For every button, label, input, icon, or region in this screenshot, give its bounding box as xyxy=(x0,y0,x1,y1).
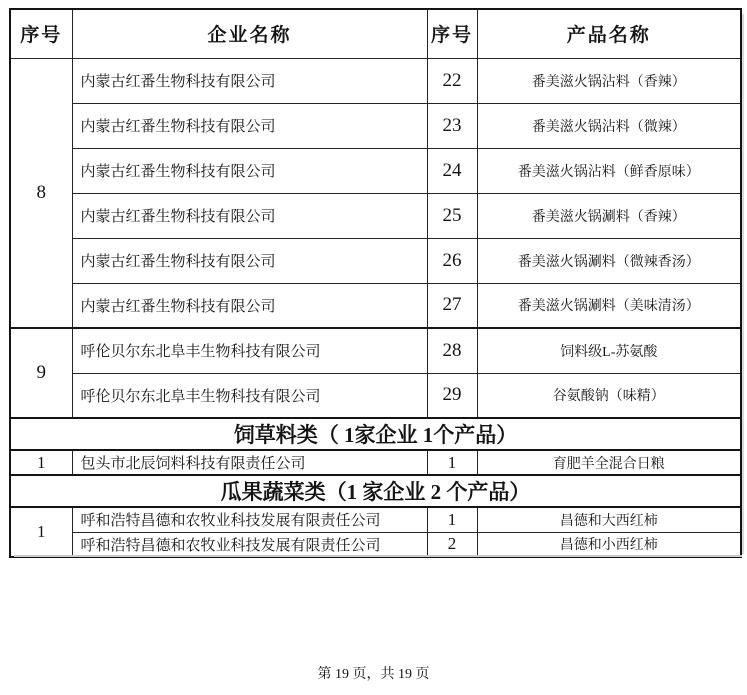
product-number-cell: 23 xyxy=(427,103,477,148)
company-cell: 呼伦贝尔东北阜丰生物科技有限公司 xyxy=(72,373,427,418)
company-cell: 呼和浩特昌德和农牧业科技发展有限责任公司 xyxy=(72,507,427,532)
table-row xyxy=(10,238,741,283)
table-row xyxy=(10,193,741,238)
company-cell: 呼伦贝尔东北阜丰生物科技有限公司 xyxy=(72,328,427,373)
product-number-cell: 1 xyxy=(427,450,477,475)
company-cell: 内蒙古红番生物科技有限公司 xyxy=(72,148,427,193)
table-row xyxy=(10,328,741,373)
company-product-table xyxy=(9,8,742,558)
product-cell: 昌德和小西红柿 xyxy=(477,532,741,557)
scan-shadow-right xyxy=(742,14,744,554)
company-cell: 内蒙古红番生物科技有限公司 xyxy=(72,58,427,103)
product-cell: 番美滋火锅沾料（香辣） xyxy=(477,58,741,103)
company-cell: 内蒙古红番生物科技有限公司 xyxy=(72,193,427,238)
header-serial-number: 序号 xyxy=(10,9,72,58)
product-cell: 番美滋火锅沾料（微辣） xyxy=(477,103,741,148)
product-number-cell: 28 xyxy=(427,328,477,373)
product-cell: 育肥羊全混合日粮 xyxy=(477,450,741,475)
product-cell: 番美滋火锅涮料（美味清汤） xyxy=(477,283,741,328)
product-number-cell: 29 xyxy=(427,373,477,418)
header-product-serial-number: 序号 xyxy=(427,9,477,58)
product-cell: 谷氨酸钠（味精） xyxy=(477,373,741,418)
group-number-cell: 1 xyxy=(10,450,72,475)
product-cell: 番美滋火锅沾料（鲜香原味） xyxy=(477,148,741,193)
header-product-name: 产品名称 xyxy=(477,9,741,58)
table-row xyxy=(10,373,741,418)
group-number-cell: 8 xyxy=(10,58,72,328)
product-number-cell: 27 xyxy=(427,283,477,328)
table-row xyxy=(10,507,741,532)
product-number-cell: 1 xyxy=(427,507,477,532)
section-header-row xyxy=(10,475,741,507)
section-header-row xyxy=(10,418,741,450)
scan-shadow-bottom xyxy=(14,555,742,557)
header-company-name: 企业名称 xyxy=(72,9,427,58)
table-row xyxy=(10,58,741,103)
product-cell: 番美滋火锅涮料（香辣） xyxy=(477,193,741,238)
table-header-row xyxy=(10,9,741,58)
company-cell: 包头市北辰饲料科技有限责任公司 xyxy=(72,450,427,475)
product-cell: 番美滋火锅涮料（微辣香汤） xyxy=(477,238,741,283)
product-number-cell: 22 xyxy=(427,58,477,103)
page-number-footer: 第 19 页，共 19 页 xyxy=(317,667,430,682)
table-row xyxy=(10,283,741,328)
table-row xyxy=(10,148,741,193)
product-cell: 饲料级L-苏氨酸 xyxy=(477,328,741,373)
product-cell: 昌德和大西红柿 xyxy=(477,507,741,532)
group-number-cell: 1 xyxy=(10,507,72,557)
group-number-cell: 9 xyxy=(10,328,72,418)
product-number-cell: 24 xyxy=(427,148,477,193)
section-title-forage: 饲草料类（ 1家企业 1个产品） xyxy=(10,418,741,450)
company-cell: 呼和浩特昌德和农牧业科技发展有限责任公司 xyxy=(72,532,427,557)
company-cell: 内蒙古红番生物科技有限公司 xyxy=(72,238,427,283)
product-number-cell: 26 xyxy=(427,238,477,283)
company-cell: 内蒙古红番生物科技有限公司 xyxy=(72,103,427,148)
company-cell: 内蒙古红番生物科技有限公司 xyxy=(72,283,427,328)
product-number-cell: 25 xyxy=(427,193,477,238)
section-title-vegetables: 瓜果蔬菜类（1 家企业 2 个产品） xyxy=(10,475,741,507)
table-row xyxy=(10,532,741,557)
table-row xyxy=(10,450,741,475)
product-number-cell: 2 xyxy=(427,532,477,557)
table-row xyxy=(10,103,741,148)
